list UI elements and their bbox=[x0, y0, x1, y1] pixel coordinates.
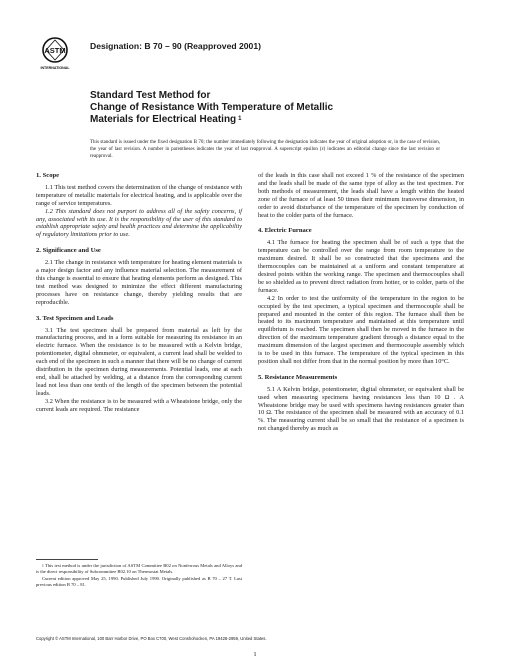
title-line-2: Change of Resistance With Temperature of Metallic bbox=[90, 102, 334, 113]
copyright-line: Copyright © ASTM International, 100 Barr Harbor Drive, PO Box C700, West Conshohocken, PA 19428-2959, United States. bbox=[36, 636, 267, 641]
footnote-1-text: This test method is under the jurisdiction of ASTM Committee B02 on Nonferrous Metals and Alloys and is the direct responsibility of Subcommittee B02.10 on Thermostat Metals. bbox=[36, 563, 242, 575]
footnote-rule bbox=[36, 559, 98, 560]
issuance-notice: This standard is issued under the fixed designation B 70; the number immediately following the designation indicates the year of original adoption or, in the case of revision, the year of last revision. A number in parentheses indicates the year of last reapproval. A superscript epsilon (ε) indicates an editorial change since the last revision or reapproval. bbox=[90, 140, 440, 159]
section-heading-resistance: 5. Resistance Measurements bbox=[258, 373, 338, 381]
logo-wordmark: ASTM bbox=[44, 46, 66, 55]
left-column bbox=[36, 172, 242, 413]
footnote-1 bbox=[36, 563, 242, 575]
title-footnote-mark: 1 bbox=[238, 116, 242, 122]
paragraph-1-1: 1.1 This test method covers the determination of the change of resistance with temperature of metallic materials for electrical heating, and is applicable over the range of service temperatures. bbox=[36, 183, 242, 207]
title-line-3 bbox=[90, 114, 430, 126]
astm-logo bbox=[40, 36, 70, 72]
section-heading-furnace: 4. Electric Furnace bbox=[258, 227, 312, 235]
title-block bbox=[90, 90, 430, 126]
section-heading-specimen: 3. Test Specimen and Leads bbox=[36, 314, 114, 322]
logo-subtext: INTERNATIONAL bbox=[40, 66, 70, 70]
footnote-2: Current edition approved May 25, 1990. Published July 1990. Originally published as B 70 – 27 T. Last previous edition B 70 – 81. bbox=[36, 576, 242, 588]
paragraph-3-2-continued: of the leads in this case shall not exceed 1 % of the resistance of the specimen and the leads shall be made of the same type of alloy as the test specimen. For both methods of measurement, the leads shall have a length within the heated zone of the furnace of at least 50 times their minimum transverse dimension, in order to avoid disturbance of the temperature of the specimen by conduction of heat to the colder parts of the furnace. bbox=[258, 172, 464, 219]
paragraph-4-1: 4.1 The furnace for heating the specimen shall be of such a type that the temperature can be controlled over the range from room temperature to the maximum desired. It shall be so constructed that the specimens and the thermocouples can be maintained at a uniform and constant temperature at desired points within the working range. The specimen and thermocouples shall be so shielded as to prevent direct radiation from hotter, or to colder, parts of the furnace. bbox=[258, 239, 464, 294]
page-number: 1 bbox=[253, 651, 257, 658]
right-column bbox=[258, 172, 464, 433]
title-line-1: Standard Test Method for bbox=[90, 90, 211, 101]
paragraph-4-2: 4.2 In order to test the uniformity of the temperature in the region to be occupied by the test specimen, a typical specimen and thermocouple shall be prepared and mounted in the center of this region. The furnace shall then be heated to its maximum temperature and maintained at this temperature until equilibrium is reached. The specimen shall then be moved in the furnace in the direction of the maximum temperature gradient through a distance equal to the maximum dimension of the largest specimen and thermocouple assembly which is to be used in this furnace. The temperature of the typical specimen in this position shall not differ from that in the normal position by more than 10°C. bbox=[258, 294, 464, 365]
paragraph-1-2: 1.2 This standard does not purport to address all of the safety concerns, if any, associated with its use. It is the responsibility of the user of this standard to establish appropriate safety and health practices and determine the applicability of regulatory limitations prior to use. bbox=[36, 207, 242, 239]
section-heading-significance: 2. Significance and Use bbox=[36, 247, 101, 255]
paragraph-3-2: 3.2 When the resistance is to be measured with a Wheatstone bridge, only the current leads are required. The resistance bbox=[36, 397, 242, 413]
paragraph-5-1: 5.1 A Kelvin bridge, potentiometer, digital ohmmeter, or equivalent shall be used when measuring specimens having resistances less than 10 Ω . A Wheatstone bridge may be used with specimens having resistances greater than 10 Ω. The resistance of the specimen shall be measured with an accuracy of 0.1 %. The measuring current shall be so small that the resistance of a specimen is not changed thereby as much as bbox=[258, 385, 464, 433]
designation: Designation: B 70 – 90 (Reapproved 2001) bbox=[90, 41, 261, 51]
title-line-3-text: Materials for Electrical Heating bbox=[90, 114, 237, 125]
paragraph-3-1: 3.1 The test specimen shall be prepared from material as left by the manufacturing process, and in a form suitable for measuring its resistance in an electric furnace. When the resistance is to be measured with a Kelvin bridge, potentiometer, digital ohmmeter, or equivalent, a current lead shall be welded to each end of the specimen in such a manner that there will be no change of current distribution in the specimen during measurements. Potential leads, one at each end, shall be attached by welding, at a distance from the corresponding current lead not less than one tenth of the length of the specimen between the potential leads. bbox=[36, 326, 242, 397]
section-heading-scope: 1. Scope bbox=[36, 172, 60, 179]
footnote-mark: 1 bbox=[42, 564, 44, 568]
paragraph-2-1: 2.1 The change in resistance with temperature for heating element materials is a major design factor and any influence material selection. The measurement of this change is essential to ensure that heating elements perform as designed. This test method was designed to minimize the effect different manufacturing processes have on resistance change, thereby yielding results that are reproducible. bbox=[36, 259, 242, 306]
footnotes bbox=[36, 559, 242, 589]
